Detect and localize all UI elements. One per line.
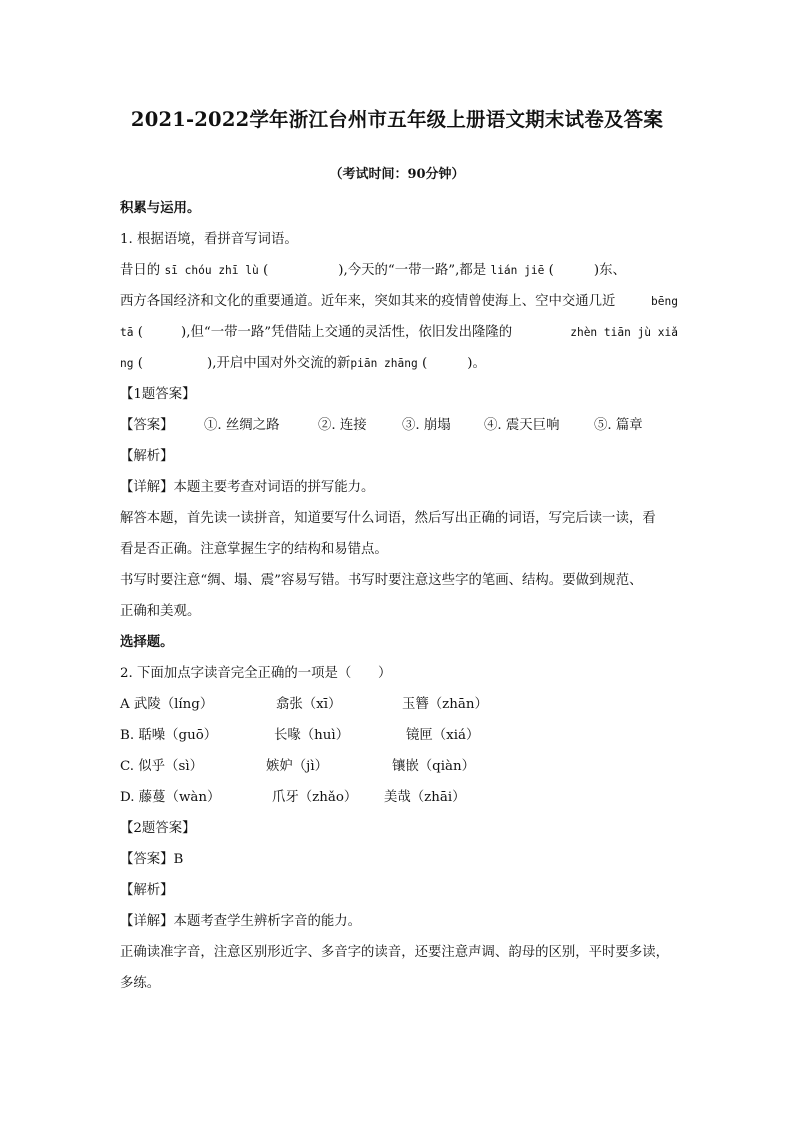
- option-d-word-1: D. 藤蔓（wàn）: [120, 790, 221, 805]
- question-2-stem: 2. 下面加点字读音完全正确的一项是（ ）: [120, 666, 392, 681]
- document-body: [120, 193, 678, 999]
- q1-text-f: )。: [467, 356, 486, 371]
- option-a-word-1: A 武陵（líng）: [120, 697, 214, 712]
- q2-detail: 【详解】本题考查学生辨析字音的能力。: [120, 914, 362, 929]
- q1-line1-text: [120, 255, 626, 286]
- option-b-word-3: 镜匣（xiá）: [406, 728, 480, 743]
- pinyin-1: sī chóu zhī lù: [164, 264, 259, 277]
- q2-option-d[interactable]: [120, 782, 678, 813]
- option-d-word-2: 爪牙（zhǎo）: [272, 790, 358, 805]
- question-1-line-4: [120, 348, 678, 379]
- paren: (: [548, 263, 554, 278]
- q2-answer: 【答案】B: [120, 852, 184, 867]
- answer-item-1: ①. 丝绸之路: [204, 418, 280, 433]
- paren: (: [137, 356, 143, 371]
- question-1-line-1: [120, 255, 678, 286]
- q1-explanation-1a: 解答本题，首先读一读拼音，知道要写什么词语，然后写出正确的词语，写完后读一读，看: [120, 511, 656, 526]
- q1-line2-text: 西方各国经济和文化的重要通道。近年来，突如其来的疫情曾使海上、空中交通几近: [120, 294, 616, 309]
- section-heading-choice: 选择题。: [120, 634, 174, 650]
- document-title: 2021-2022学年浙江台州市五年级上册语文期末试卷及答案: [130, 108, 664, 131]
- section-heading-accumulation: 积累与运用。: [120, 200, 201, 216]
- q1-text-e: ),开启中国对外交流的新: [206, 356, 351, 371]
- pinyin-2: lián jiē: [490, 264, 545, 277]
- option-c-word-3: 镶嵌（qiàn）: [392, 759, 476, 774]
- q1-answer-header: 【1题答案】: [120, 387, 196, 402]
- q1-text-c: )东、: [593, 263, 626, 278]
- q2-explanation-1a: 正确读准字音，注意区别形近字、多音字的读音，还要注意声调、韵母的区别，平时要多读，: [120, 945, 670, 960]
- paren: (: [137, 325, 143, 340]
- q1-text-a: 昔日的: [120, 263, 161, 278]
- answer-item-5: ⑤. 篇章: [594, 418, 643, 433]
- answer-item-2: ②. 连接: [318, 418, 367, 433]
- question-1-line-3: [120, 317, 678, 348]
- answer-item-4: ④. 震天巨响: [484, 418, 560, 433]
- option-a-word-3: 玉簪（zhān）: [402, 697, 488, 712]
- q1-answer-row: [120, 410, 678, 441]
- q1-analysis-header: 【解析】: [120, 449, 174, 464]
- q2-option-b[interactable]: [120, 720, 678, 751]
- pinyin-4b: ng: [120, 357, 134, 370]
- answer-label: 【答案】: [120, 418, 174, 433]
- q1-explanation-2b: 正确和美观。: [120, 604, 201, 619]
- paren: (: [263, 263, 269, 278]
- q2-answer-header: 【2题答案】: [120, 821, 196, 836]
- q1-explanation-2a: 书写时要注意“绸、塌、震”容易写错。书写时要注意这些字的笔画、结构。要做到规范、: [120, 573, 643, 588]
- q2-explanation-1b: 多练。: [120, 976, 161, 991]
- q1-detail: 【详解】本题主要考查对词语的拼写能力。: [120, 480, 375, 495]
- pinyin-4a: zhèn tiān jù xiǎ: [570, 326, 678, 339]
- pinyin-5: piān zhāng: [350, 357, 418, 370]
- q1-line3-text: [120, 317, 512, 348]
- q2-analysis-header: 【解析】: [120, 883, 174, 898]
- question-1-stem: 1. 根据语境，看拼音写词语。: [120, 232, 298, 247]
- option-c-word-2: 嫉妒（jì）: [266, 759, 328, 774]
- pinyin-3b: tā: [120, 326, 134, 339]
- option-b-word-1: B. 聒噪（guō）: [120, 728, 218, 743]
- option-c-word-1: C. 似乎（sì）: [120, 759, 203, 774]
- answer-item-3: ③. 崩塌: [402, 418, 451, 433]
- option-b-word-2: 长喙（huì）: [274, 728, 350, 743]
- q1-text-b: ),今天的“一带一路”,都是: [338, 263, 487, 278]
- question-1-line-2: [120, 286, 678, 317]
- option-d-word-3: 美哉（zhāi）: [384, 790, 466, 805]
- q2-option-c[interactable]: [120, 751, 678, 782]
- paren: (: [422, 356, 428, 371]
- pinyin-3a: bēng: [651, 295, 678, 308]
- q2-option-a[interactable]: [120, 689, 678, 720]
- q1-text-d: ),但“一带一路”凭借陆上交通的灵活性，依旧发出隆隆的: [180, 325, 513, 340]
- q1-explanation-1b: 看是否正确。注意掌握生字的结构和易错点。: [120, 542, 388, 557]
- exam-duration: （考试时间：90分钟）: [329, 167, 465, 182]
- option-a-word-2: 翕张（xī）: [276, 697, 342, 712]
